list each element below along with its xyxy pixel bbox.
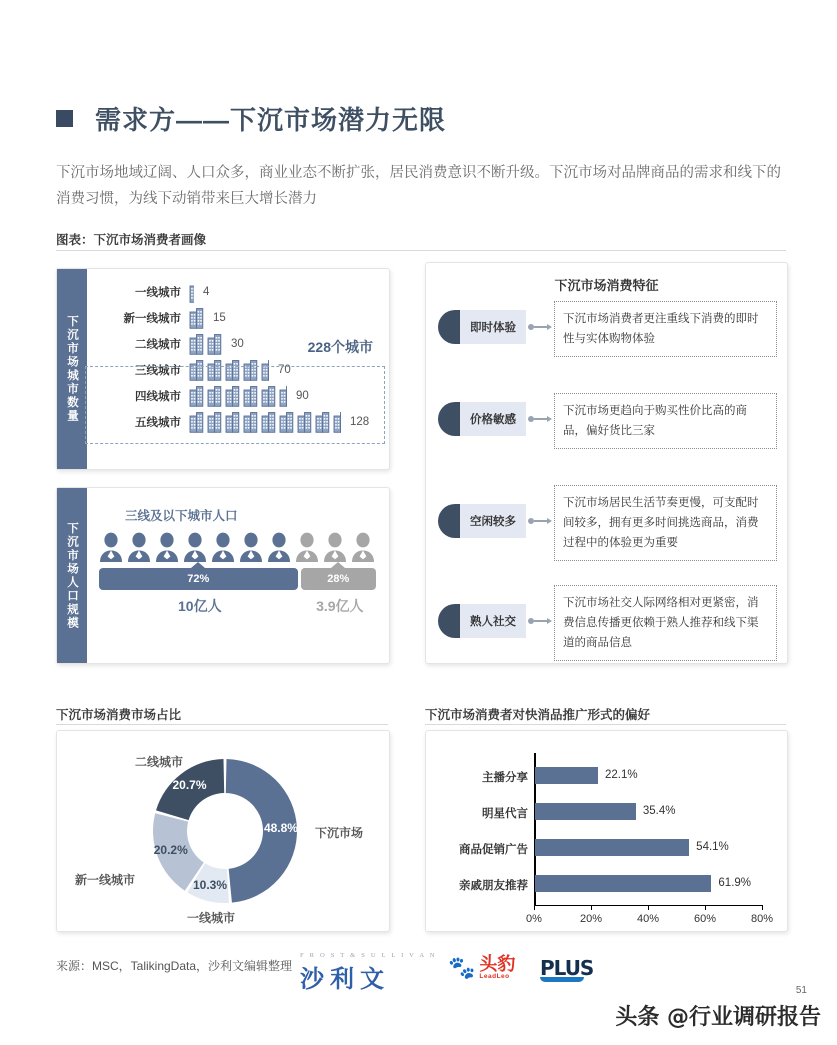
bar-category-label: 亲戚朋友推荐 [459, 880, 528, 892]
trait-tag-label: 空闲较多 [460, 504, 526, 538]
page-number: 51 [795, 985, 807, 996]
bar[interactable] [535, 803, 636, 820]
bar-title-divider [425, 724, 786, 725]
watermark: 头条 @行业调研报告 [615, 1005, 821, 1030]
trait-connector-icon [526, 504, 554, 538]
trait-description: 下沉市场社交人际网络相对更紧密，消费信息传播更依赖于熟人推荐和线下渠道的商品信息 [554, 585, 777, 661]
trait-tag-cap-icon [438, 402, 460, 436]
trait-tag[interactable] [438, 402, 526, 436]
donut-title-divider [56, 724, 388, 725]
plus-wordmark: PLUS [540, 956, 594, 980]
x-axis-tick-label: 40% [636, 913, 660, 925]
person-icon [127, 532, 151, 562]
segment-notch-icon [331, 562, 345, 568]
shaliwen-logo [300, 952, 437, 994]
bar-chart-card [425, 730, 788, 932]
city-tier-label: 二线城市 [135, 339, 181, 351]
city-count-value: 90 [296, 390, 309, 402]
city-tier-label: 五线城市 [135, 417, 181, 429]
page-header [56, 100, 446, 137]
person-icon [239, 532, 263, 562]
donut-category-label: 下沉市场 [315, 826, 364, 840]
x-axis-tick [648, 905, 649, 910]
leadleo-logo [448, 955, 515, 980]
population-side-label [57, 488, 87, 663]
population-side-label-text: 下沉市场人口规模 [66, 521, 78, 630]
trait-item [438, 301, 777, 357]
square-bullet-icon [56, 110, 73, 127]
bar-value-label: 61.9% [718, 877, 752, 889]
x-axis-tick-label: 0% [526, 913, 542, 925]
x-axis-tick [762, 905, 763, 910]
trait-connector-icon [526, 310, 554, 344]
city-count-value: 4 [203, 286, 210, 298]
person-icon [99, 532, 123, 562]
population-share-segment: 28% [301, 568, 376, 590]
person-icon [323, 532, 347, 562]
city-tier-label: 三线城市 [135, 365, 181, 377]
bar-category-label: 商品促销广告 [459, 844, 528, 856]
cities-count-card [56, 268, 390, 470]
population-card [56, 487, 390, 664]
trait-tag-label: 价格敏感 [460, 402, 526, 436]
city-tier-row [95, 305, 381, 331]
trait-tag-label: 即时体验 [460, 310, 526, 344]
city-tier-row [95, 279, 381, 305]
page-title: 需求方——下沉市场潜力无限 [95, 105, 447, 135]
donut-chart-card [56, 730, 390, 932]
sinking-market-highlight-box [85, 366, 385, 444]
person-icon [295, 532, 319, 562]
person-icon [267, 532, 291, 562]
city-tier-label: 新一线城市 [123, 313, 181, 325]
trait-item [438, 585, 777, 661]
bar[interactable] [535, 767, 598, 784]
x-axis-tick-label: 20% [579, 913, 603, 925]
trait-tag[interactable] [438, 504, 526, 538]
building-icon [189, 281, 194, 303]
leadleo-cn-wordmark: 头豹 [479, 954, 516, 974]
building-icon-group [189, 307, 207, 329]
plus-logo [540, 956, 593, 982]
building-icon [189, 307, 204, 329]
x-axis-tick-label: 80% [750, 913, 774, 925]
x-axis-tick [705, 905, 706, 910]
cities-total-badge: 228个城市 [307, 339, 373, 355]
bar[interactable] [535, 875, 711, 892]
trait-item [438, 393, 777, 449]
intro-paragraph: 下沉市场地域辽阔、人口众多，商业业态不断扩张，居民消费意识不断升级。下沉市场对品牌商品的需求和线下的消费习惯，为线下动销带来巨大增长潜力 [56, 165, 781, 207]
figure-label: 图表：下沉市场消费者画像 [56, 233, 207, 247]
person-icon [351, 532, 375, 562]
frost-sullivan-wordmark: F R O S T & S U L L I V A N [300, 952, 437, 959]
bar-chart-plot [426, 731, 787, 931]
trait-description: 下沉市场更趋向于购买性价比高的商品，偏好货比三家 [554, 393, 777, 449]
leadleo-en-wordmark: LeadLeo [479, 973, 510, 980]
donut-category-label: 新一线城市 [75, 873, 136, 887]
donut-category-label: 二线城市 [135, 755, 184, 769]
bar[interactable] [535, 839, 689, 856]
person-icon [183, 532, 207, 562]
person-icon [211, 532, 235, 562]
x-axis-tick-label: 60% [693, 913, 717, 925]
population-total-label: 3.9亿人 [316, 598, 364, 614]
city-tier-label: 四线城市 [135, 391, 181, 403]
trait-tag-cap-icon [438, 604, 460, 638]
x-axis-tick [591, 905, 592, 910]
bar-category-label: 明星代言 [482, 808, 528, 820]
trait-tag-cap-icon [438, 504, 460, 538]
donut-category-label: 一线城市 [187, 911, 236, 925]
population-total-label: 10亿人 [178, 598, 222, 614]
city-count-value: 128 [350, 416, 370, 428]
trait-connector-icon [526, 402, 554, 436]
building-icon [207, 333, 222, 355]
donut-chart-title: 下沉市场消费市场占比 [56, 708, 182, 722]
population-share-bar [99, 568, 379, 590]
cities-side-label-text: 下沉市场城市数量 [66, 315, 78, 423]
donut-value-label: 20.2% [153, 843, 188, 858]
building-icon-group [189, 333, 225, 355]
city-tier-label: 一线城市 [135, 287, 181, 299]
cities-side-label [57, 269, 87, 469]
trait-tag-label: 熟人社交 [460, 604, 526, 638]
population-content [97, 498, 379, 657]
bar-chart-title: 下沉市场消费者对快消品推广形式的偏好 [425, 708, 651, 722]
source-note: 来源：MSC，TalikingData，沙利文编辑整理 [56, 959, 293, 973]
population-title: 三线及以下城市人口 [125, 509, 238, 523]
person-icon [155, 532, 179, 562]
trait-item [438, 485, 777, 561]
donut-value-label: 20.7% [172, 777, 207, 792]
figure-divider [56, 250, 786, 251]
trait-description: 下沉市场居民生活节奏更慢，可支配时间较多，拥有更多时间挑选商品，消费过程中的体验更为重要 [554, 485, 777, 561]
bar-value-label: 54.1% [696, 841, 729, 853]
x-axis-tick [534, 905, 535, 910]
building-icon-group [189, 281, 197, 303]
bar-category-label: 主播分享 [482, 772, 528, 784]
trait-tag[interactable] [438, 310, 526, 344]
donut-value-label: 10.3% [192, 878, 228, 893]
segment-notch-icon [191, 562, 205, 568]
traits-card [425, 262, 788, 664]
population-totals [99, 596, 379, 616]
trait-tag-cap-icon [438, 310, 460, 344]
bar-value-label: 22.1% [604, 769, 638, 781]
people-icon-row [99, 532, 379, 562]
trait-connector-icon [526, 604, 554, 638]
city-count-value: 15 [213, 312, 226, 324]
building-icon [189, 333, 204, 355]
population-share-segment: 72% [99, 568, 298, 590]
trait-tag[interactable] [438, 604, 526, 638]
traits-title: 下沉市场消费特征 [554, 278, 659, 293]
shaliwen-wordmark: 沙利文 [300, 965, 390, 993]
city-count-value: 30 [231, 338, 244, 350]
leopard-icon: 🐾 [448, 954, 476, 980]
city-count-value: 70 [278, 364, 291, 376]
donut-value-label: 48.8% [263, 820, 298, 835]
trait-description: 下沉市场消费者更注重线下消费的即时性与实体购物体验 [554, 301, 777, 357]
bar-value-label: 35.4% [642, 805, 676, 817]
